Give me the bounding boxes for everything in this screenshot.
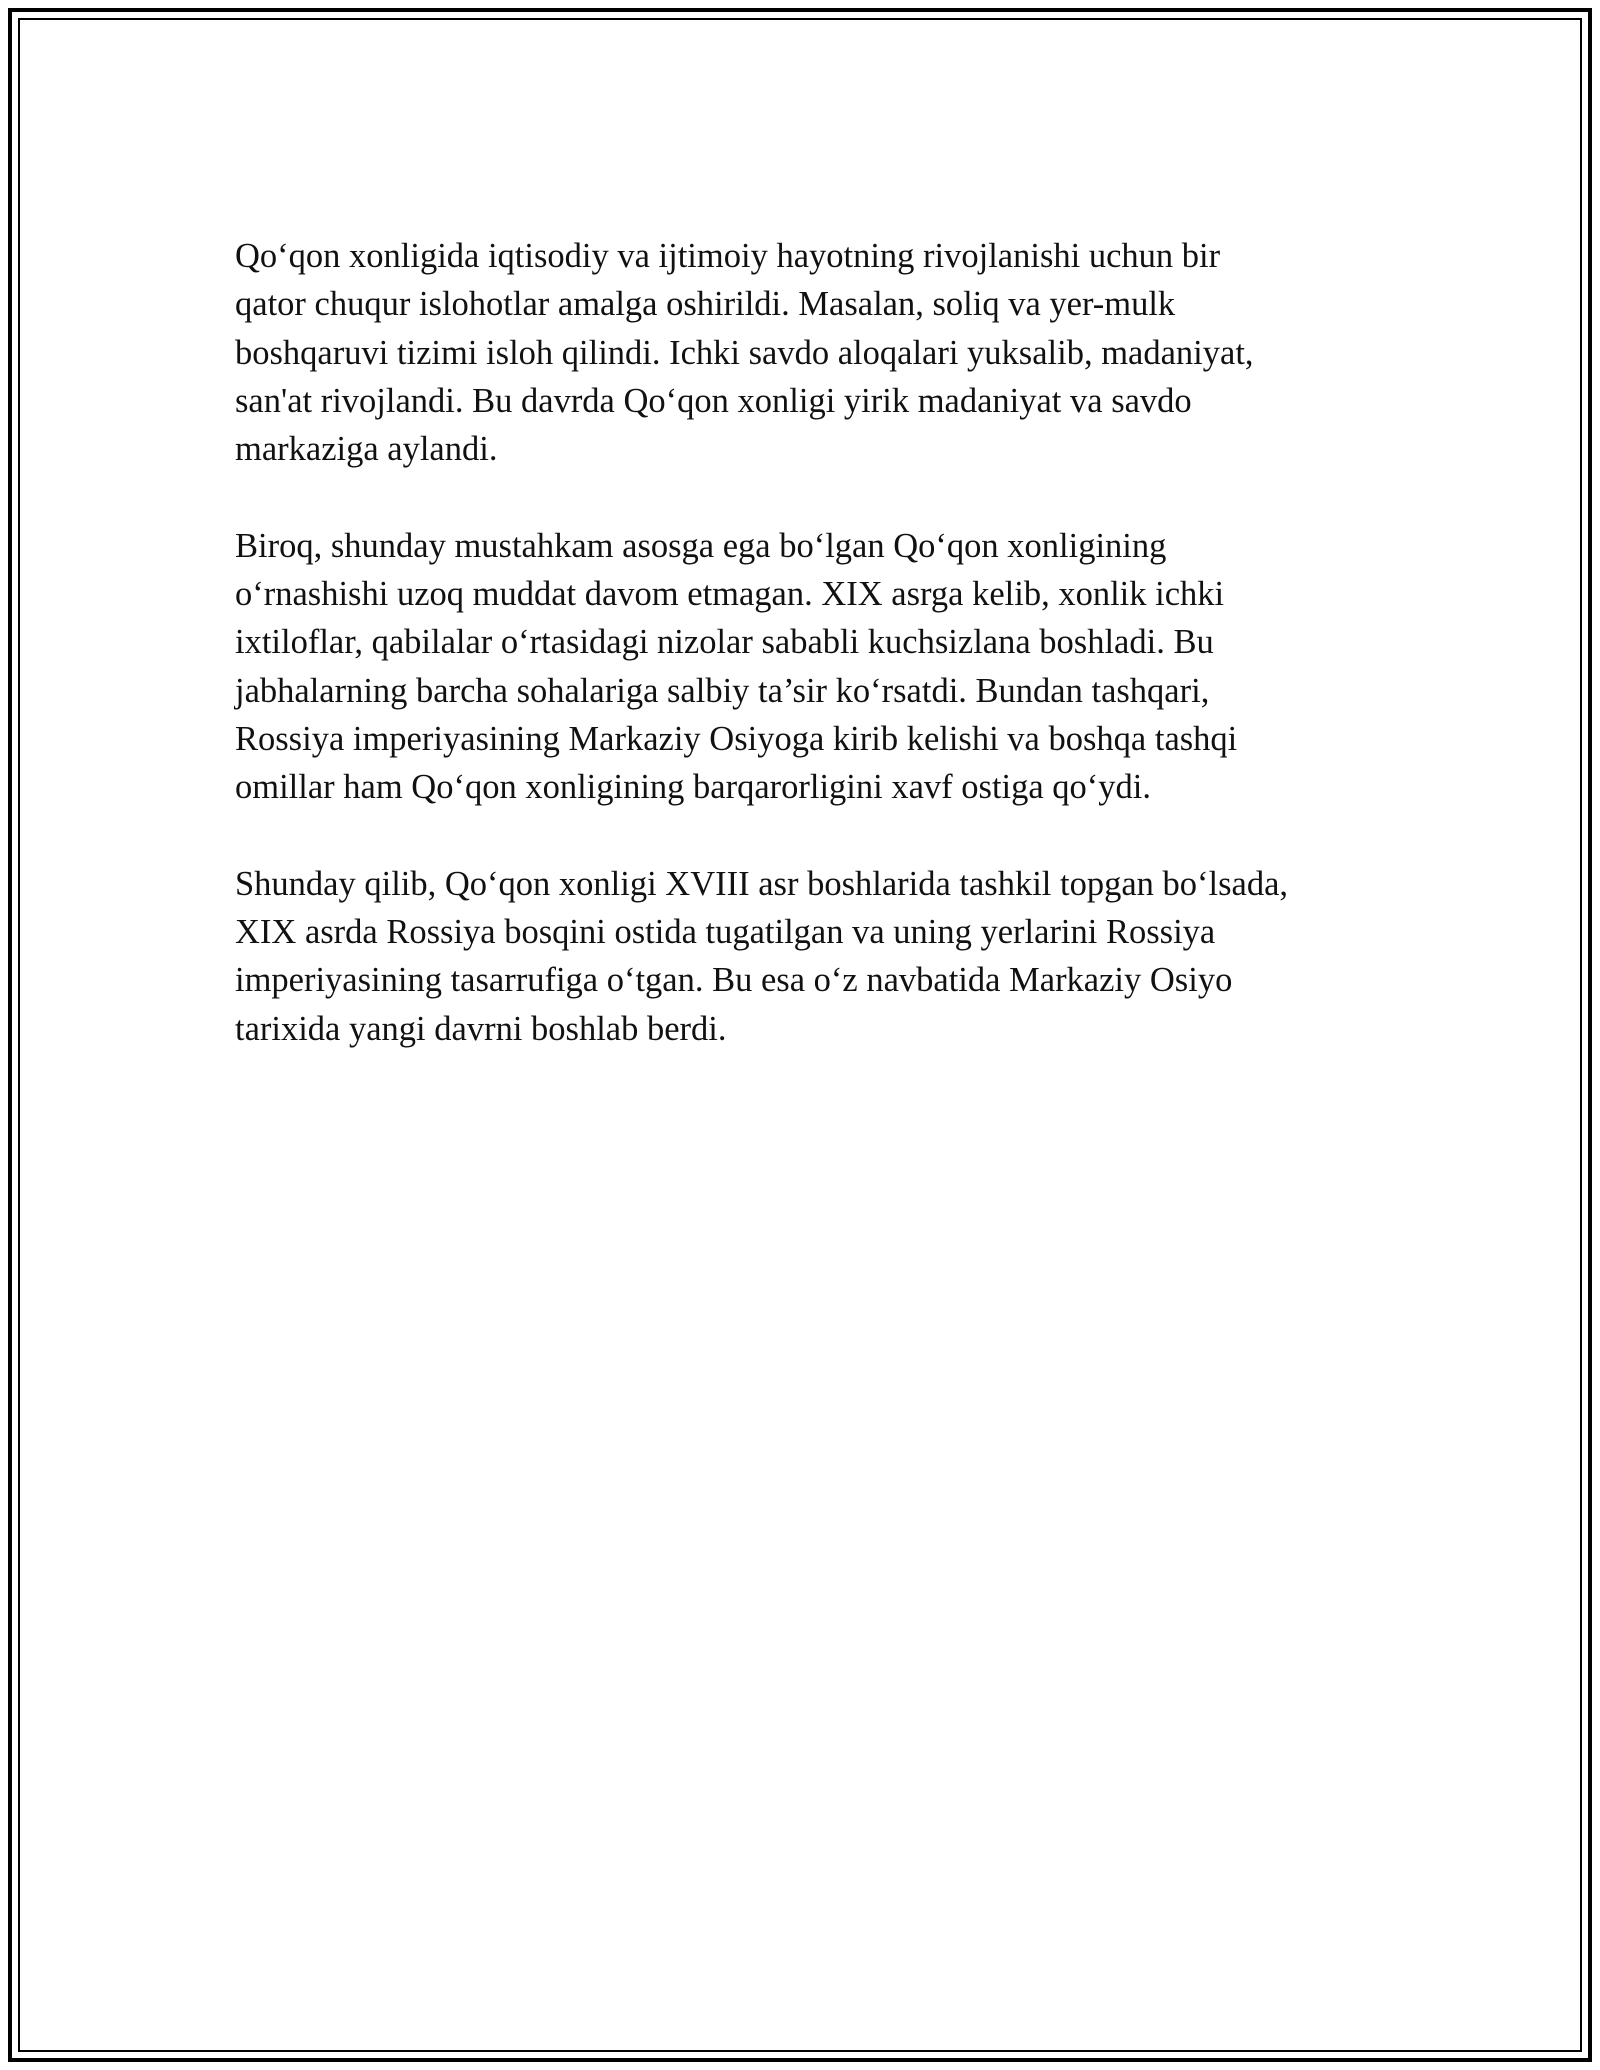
text-line: boshqaruvi tizimi isloh qilindi. Ichki savdo aloqalari yuksalib, madaniyat, xyxy=(235,333,1254,372)
paragraph-1 xyxy=(235,232,1395,473)
text-line: markaziga aylandi. xyxy=(235,430,498,469)
text-line: Shunday qilib, Qo‘qon xonligi XVIII asr boshlarida tashkil topgan bo‘lsada, xyxy=(235,864,1289,903)
text-line: XIX asrda Rossiya bosqini ostida tugatilgan va uning yerlarini Rossiya xyxy=(235,913,1216,952)
text-line: tarixida yangi davrni boshlab berdi. xyxy=(235,1009,727,1048)
text-line: Rossiya imperiyasining Markaziy Osiyoga kirib kelishi va boshqa tashqi xyxy=(235,719,1238,758)
text-line: qator chuqur islohotlar amalga oshirildi. Masalan, soliq va yer-mulk xyxy=(235,285,1176,324)
paragraph-3 xyxy=(235,860,1395,1053)
text-line: san'at rivojlandi. Bu davrda Qo‘qon xonligi yirik madaniyat va savdo xyxy=(235,381,1192,420)
text-line: Qo‘qon xonligida iqtisodiy va ijtimoiy hayotning rivojlanishi uchun bir xyxy=(235,237,1221,275)
text-line: imperiyasining tasarrufiga o‘tgan. Bu esa o‘z navbatida Markaziy Osiyo xyxy=(235,961,1233,1000)
text-line: jabhalarning barcha sohalariga salbiy ta’sir ko‘rsatdi. Bundan tashqari, xyxy=(235,671,1210,710)
paragraph-2 xyxy=(235,522,1395,812)
text-line: Biroq, shunday mustahkam asosga ega bo‘lgan Qo‘qon xonligining xyxy=(235,526,1167,565)
text-line: o‘rnashishi uzoq muddat davom etmagan. XIX asrga kelib, xonlik ichki xyxy=(235,575,1225,614)
text-line: omillar ham Qo‘qon xonligining barqarorligini xavf ostiga qo‘ydi. xyxy=(235,768,1152,807)
text-line: ixtiloflar, qabilalar o‘rtasidagi nizolar sababli kuchsizlana boshladi. Bu xyxy=(235,623,1214,662)
document-body xyxy=(235,232,1395,1101)
